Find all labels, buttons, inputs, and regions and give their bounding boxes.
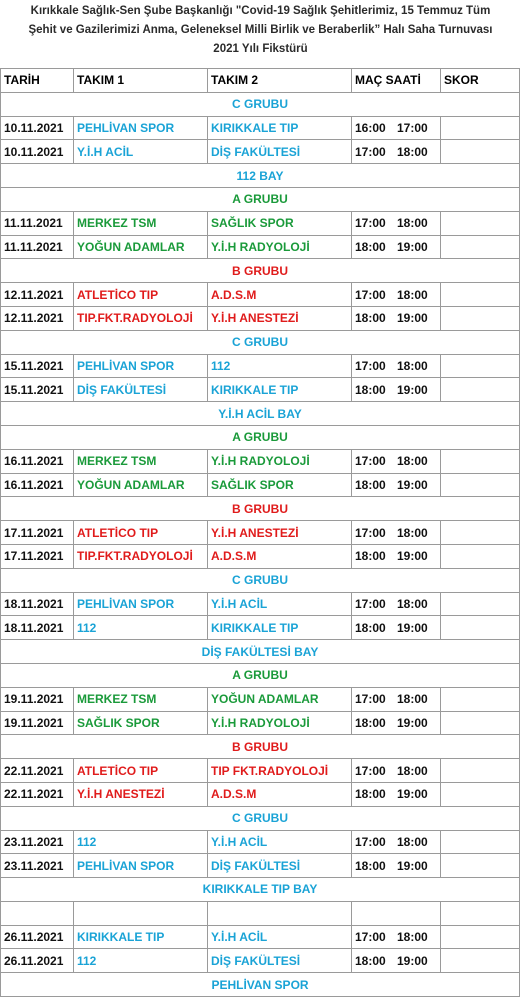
score-cell <box>441 711 520 735</box>
match-date: 19.11.2021 <box>1 687 74 711</box>
empty-cell <box>441 901 520 925</box>
score-cell <box>441 949 520 973</box>
start-time: 18:00 <box>355 715 386 730</box>
team2-name: KIRIKKALE TIP <box>208 378 352 402</box>
team1-name: PEHLİVAN SPOR <box>74 854 208 878</box>
group-label: C GRUBU <box>1 330 520 354</box>
group-label: 112 BAY <box>1 164 520 188</box>
group-label: C GRUBU <box>1 92 520 116</box>
match-row <box>1 711 520 735</box>
group-row <box>1 92 520 116</box>
match-date: 26.11.2021 <box>1 925 74 949</box>
title-line: 2021 Yılı Fikstürü <box>213 43 308 55</box>
title-line: Şehit ve Gazilerimizi Anma, Geleneksel Milli Birlik ve Beraberlik” Halı Saha Turnuvası <box>28 24 493 36</box>
start-time: 18:00 <box>355 787 386 802</box>
group-row <box>1 425 520 449</box>
score-cell <box>441 283 520 307</box>
group-label: B GRUBU <box>1 497 520 521</box>
end-time: 18:00 <box>397 834 428 849</box>
team1-name: MERKEZ TSM <box>74 211 208 235</box>
fixture-table <box>0 68 520 997</box>
team1-name: MERKEZ TSM <box>74 449 208 473</box>
match-date: 22.11.2021 <box>1 759 74 783</box>
empty-cell <box>352 901 441 925</box>
match-date: 17.11.2021 <box>1 521 74 545</box>
start-time: 17:00 <box>355 454 386 469</box>
score-cell <box>441 592 520 616</box>
score-cell <box>441 116 520 140</box>
team1-name: SAĞLIK SPOR <box>74 711 208 735</box>
group-row <box>1 330 520 354</box>
start-time: 17:00 <box>355 834 386 849</box>
score-cell <box>441 544 520 568</box>
group-row <box>1 663 520 687</box>
match-row <box>1 759 520 783</box>
match-row <box>1 140 520 164</box>
match-row <box>1 925 520 949</box>
match-time <box>352 925 441 949</box>
end-time: 18:00 <box>397 596 428 611</box>
empty-cell <box>208 901 352 925</box>
match-row <box>1 687 520 711</box>
match-time <box>352 449 441 473</box>
score-cell <box>441 687 520 711</box>
team1-name: PEHLİVAN SPOR <box>74 354 208 378</box>
team2-name: Y.İ.H RADYOLOJİ <box>208 711 352 735</box>
end-time: 18:00 <box>397 454 428 469</box>
empty-cell <box>74 901 208 925</box>
match-row <box>1 473 520 497</box>
start-time: 17:00 <box>355 692 386 707</box>
match-time <box>352 473 441 497</box>
match-row <box>1 616 520 640</box>
team2-name: Y.İ.H RADYOLOJİ <box>208 449 352 473</box>
header-match-time: MAÇ SAATİ <box>352 69 441 93</box>
team2-name: DİŞ FAKÜLTESİ <box>208 140 352 164</box>
start-time: 18:00 <box>355 549 386 564</box>
end-time: 18:00 <box>397 930 428 945</box>
match-row <box>1 378 520 402</box>
end-time: 19:00 <box>397 787 428 802</box>
end-time: 17:00 <box>397 120 428 135</box>
team1-name: ATLETİCO TIP <box>74 759 208 783</box>
start-time: 18:00 <box>355 382 386 397</box>
end-time: 19:00 <box>397 715 428 730</box>
end-time: 19:00 <box>397 382 428 397</box>
match-time <box>352 711 441 735</box>
end-time: 19:00 <box>397 620 428 635</box>
match-date: 22.11.2021 <box>1 782 74 806</box>
score-cell <box>441 473 520 497</box>
match-time <box>352 140 441 164</box>
header-date: TARİH <box>1 69 74 93</box>
team1-name: ATLETİCO TIP <box>74 283 208 307</box>
end-time: 18:00 <box>397 525 428 540</box>
match-date: 18.11.2021 <box>1 592 74 616</box>
score-cell <box>441 830 520 854</box>
match-time <box>352 759 441 783</box>
match-row <box>1 354 520 378</box>
match-row <box>1 235 520 259</box>
match-date: 12.11.2021 <box>1 306 74 330</box>
match-time <box>352 592 441 616</box>
match-date: 11.11.2021 <box>1 211 74 235</box>
team2-name: SAĞLIK SPOR <box>208 211 352 235</box>
match-date: 17.11.2021 <box>1 544 74 568</box>
team2-name: Y.İ.H RADYOLOJİ <box>208 235 352 259</box>
match-time <box>352 283 441 307</box>
team1-name: Y.İ.H ANESTEZİ <box>74 782 208 806</box>
team2-name: A.D.S.M <box>208 283 352 307</box>
group-row <box>1 164 520 188</box>
start-time: 18:00 <box>355 858 386 873</box>
team1-name: Y.İ.H ACİL <box>74 140 208 164</box>
start-time: 17:00 <box>355 930 386 945</box>
team1-name: TIP.FKT.RADYOLOJİ <box>74 306 208 330</box>
match-row <box>1 544 520 568</box>
match-date: 11.11.2021 <box>1 235 74 259</box>
team2-name: Y.İ.H ACİL <box>208 592 352 616</box>
group-label: Y.İ.H ACİL BAY <box>1 402 520 426</box>
header-team1: TAKIM 1 <box>74 69 208 93</box>
match-time <box>352 544 441 568</box>
team1-name: MERKEZ TSM <box>74 687 208 711</box>
team2-name: Y.İ.H ANESTEZİ <box>208 521 352 545</box>
end-time: 19:00 <box>397 311 428 326</box>
team2-name: DİŞ FAKÜLTESİ <box>208 949 352 973</box>
match-date: 12.11.2021 <box>1 283 74 307</box>
team2-name: Y.İ.H ACİL <box>208 830 352 854</box>
match-row <box>1 449 520 473</box>
score-cell <box>441 854 520 878</box>
start-time: 18:00 <box>355 953 386 968</box>
group-row <box>1 402 520 426</box>
header-score: SKOR <box>441 69 520 93</box>
group-row <box>1 973 520 997</box>
start-time: 17:00 <box>355 358 386 373</box>
header-row <box>1 69 520 93</box>
match-date: 10.11.2021 <box>1 116 74 140</box>
end-time: 18:00 <box>397 216 428 231</box>
match-date: 23.11.2021 <box>1 830 74 854</box>
match-time <box>352 378 441 402</box>
match-row <box>1 854 520 878</box>
score-cell <box>441 616 520 640</box>
group-row <box>1 187 520 211</box>
end-time: 19:00 <box>397 477 428 492</box>
team2-name: DİŞ FAKÜLTESİ <box>208 854 352 878</box>
header-team2: TAKIM 2 <box>208 69 352 93</box>
start-time: 17:00 <box>355 144 386 159</box>
match-row <box>1 521 520 545</box>
team1-name: ATLETİCO TIP <box>74 521 208 545</box>
team2-name: Y.İ.H ACİL <box>208 925 352 949</box>
end-time: 18:00 <box>397 692 428 707</box>
group-label: A GRUBU <box>1 425 520 449</box>
end-time: 18:00 <box>397 287 428 302</box>
match-date: 10.11.2021 <box>1 140 74 164</box>
score-cell <box>441 378 520 402</box>
match-row <box>1 211 520 235</box>
start-time: 16:00 <box>355 120 386 135</box>
team2-name: TIP FKT.RADYOLOJİ <box>208 759 352 783</box>
match-row <box>1 782 520 806</box>
team1-name: 112 <box>74 830 208 854</box>
team2-name: KIRIKKALE TIP <box>208 616 352 640</box>
match-date: 19.11.2021 <box>1 711 74 735</box>
match-date: 16.11.2021 <box>1 473 74 497</box>
end-time: 18:00 <box>397 144 428 159</box>
group-row <box>1 806 520 830</box>
match-time <box>352 687 441 711</box>
title-line: Kırıkkale Sağlık-Sen Şube Başkanlığı "Covid-19 Sağlık Şehitlerimiz, 15 Temmuz Tüm <box>30 5 491 17</box>
end-time: 19:00 <box>397 549 428 564</box>
match-date: 15.11.2021 <box>1 354 74 378</box>
team1-name: YOĞUN ADAMLAR <box>74 473 208 497</box>
start-time: 18:00 <box>355 311 386 326</box>
team1-name: 112 <box>74 616 208 640</box>
end-time: 18:00 <box>397 358 428 373</box>
empty-row <box>1 901 520 925</box>
match-time <box>352 116 441 140</box>
match-time <box>352 354 441 378</box>
match-time <box>352 949 441 973</box>
group-row <box>1 497 520 521</box>
match-time <box>352 830 441 854</box>
start-time: 18:00 <box>355 477 386 492</box>
end-time: 18:00 <box>397 763 428 778</box>
match-date: 26.11.2021 <box>1 949 74 973</box>
group-row <box>1 259 520 283</box>
group-label: A GRUBU <box>1 187 520 211</box>
group-label: C GRUBU <box>1 806 520 830</box>
match-row <box>1 283 520 307</box>
group-row <box>1 640 520 664</box>
group-label: C GRUBU <box>1 568 520 592</box>
match-row <box>1 592 520 616</box>
match-time <box>352 235 441 259</box>
group-label: KIRIKKALE TIP BAY <box>1 878 520 902</box>
empty-cell <box>1 901 74 925</box>
team2-name: SAĞLIK SPOR <box>208 473 352 497</box>
team1-name: PEHLİVAN SPOR <box>74 592 208 616</box>
score-cell <box>441 211 520 235</box>
end-time: 19:00 <box>397 239 428 254</box>
group-row <box>1 568 520 592</box>
team2-name: Y.İ.H ANESTEZİ <box>208 306 352 330</box>
score-cell <box>441 235 520 259</box>
team2-name: A.D.S.M <box>208 544 352 568</box>
start-time: 17:00 <box>355 763 386 778</box>
match-time <box>352 211 441 235</box>
end-time: 19:00 <box>397 858 428 873</box>
start-time: 18:00 <box>355 620 386 635</box>
score-cell <box>441 306 520 330</box>
group-label: B GRUBU <box>1 735 520 759</box>
start-time: 17:00 <box>355 287 386 302</box>
score-cell <box>441 521 520 545</box>
team1-name: 112 <box>74 949 208 973</box>
group-label: DİŞ FAKÜLTESİ BAY <box>1 640 520 664</box>
match-row <box>1 949 520 973</box>
team1-name: KIRIKKALE TIP <box>74 925 208 949</box>
match-date: 15.11.2021 <box>1 378 74 402</box>
score-cell <box>441 140 520 164</box>
team2-name: KIRIKKALE TIP <box>208 116 352 140</box>
match-time <box>352 306 441 330</box>
group-row <box>1 878 520 902</box>
match-time <box>352 616 441 640</box>
group-label: PEHLİVAN SPOR <box>1 973 520 997</box>
document-title <box>0 0 521 68</box>
match-time <box>352 782 441 806</box>
team2-name: YOĞUN ADAMLAR <box>208 687 352 711</box>
score-cell <box>441 354 520 378</box>
score-cell <box>441 782 520 806</box>
match-row <box>1 830 520 854</box>
start-time: 17:00 <box>355 216 386 231</box>
end-time: 19:00 <box>397 953 428 968</box>
team1-name: TIP.FKT.RADYOLOJİ <box>74 544 208 568</box>
score-cell <box>441 759 520 783</box>
match-row <box>1 116 520 140</box>
team1-name: DİŞ FAKÜLTESİ <box>74 378 208 402</box>
group-label: A GRUBU <box>1 663 520 687</box>
team2-name: 112 <box>208 354 352 378</box>
score-cell <box>441 925 520 949</box>
team1-name: YOĞUN ADAMLAR <box>74 235 208 259</box>
match-date: 18.11.2021 <box>1 616 74 640</box>
match-time <box>352 854 441 878</box>
start-time: 17:00 <box>355 596 386 611</box>
group-label: B GRUBU <box>1 259 520 283</box>
team2-name: A.D.S.M <box>208 782 352 806</box>
match-date: 16.11.2021 <box>1 449 74 473</box>
team1-name: PEHLİVAN SPOR <box>74 116 208 140</box>
match-date: 23.11.2021 <box>1 854 74 878</box>
match-row <box>1 306 520 330</box>
group-row <box>1 735 520 759</box>
start-time: 18:00 <box>355 239 386 254</box>
match-time <box>352 521 441 545</box>
score-cell <box>441 449 520 473</box>
start-time: 17:00 <box>355 525 386 540</box>
